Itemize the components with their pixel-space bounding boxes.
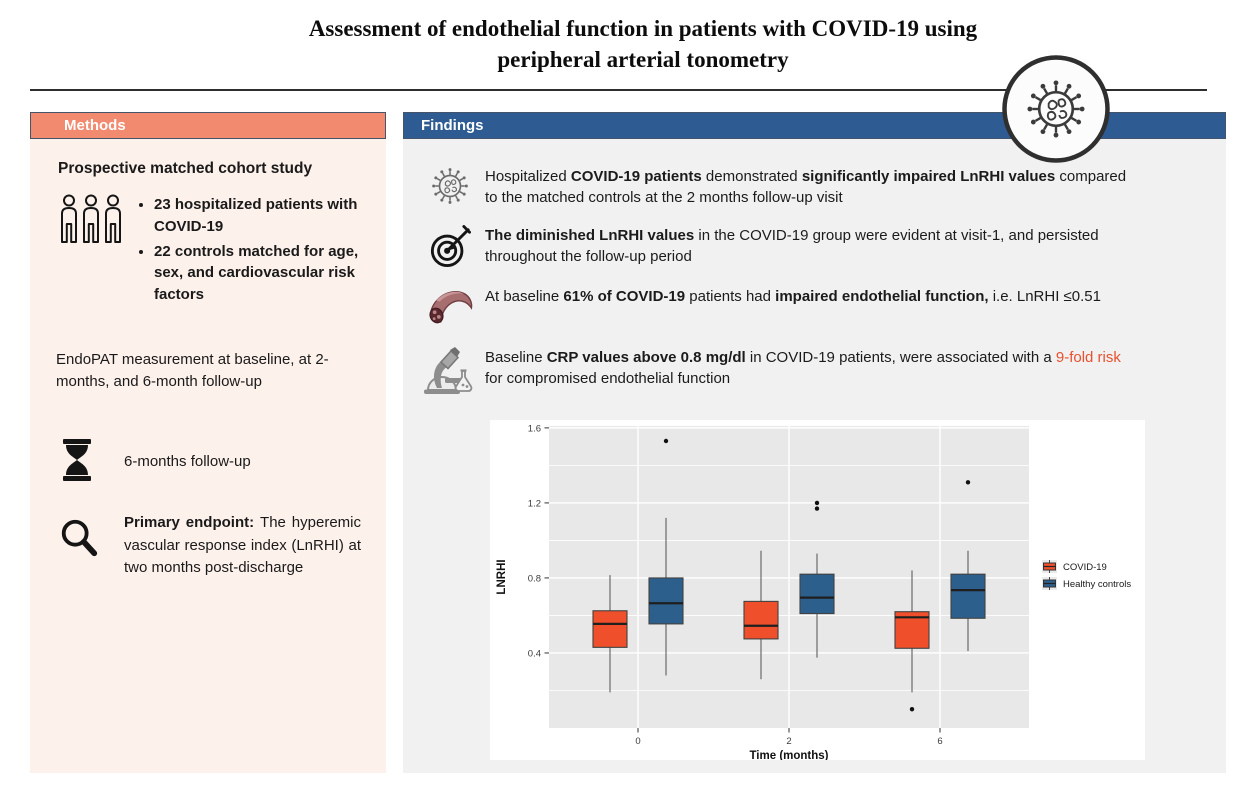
methods-header-label: Methods (64, 117, 126, 134)
text-segment: Baseline (485, 349, 547, 366)
x-tick-label: 2 (786, 736, 792, 747)
legend-label: Healthy controls (1063, 579, 1132, 590)
text-segment: COVID-19 patients (570, 168, 702, 185)
methods-body (30, 139, 386, 773)
text-segment: in COVID-19 patients, were associated with a (745, 349, 1056, 366)
box-covid-2 (744, 601, 778, 639)
text-segment: in the COVID-19 group were evident at visit-1, and persisted throughout the follow-up period (485, 227, 1099, 265)
people-icon (58, 191, 126, 309)
followup-text: 6-months follow-up (124, 453, 251, 471)
x-axis-title: Time (months) (749, 750, 829, 760)
title-line-2: peripheral arterial tonometry (497, 47, 789, 72)
y-tick-label: 0.8 (527, 573, 541, 585)
outlier-point (966, 480, 970, 484)
y-tick-label: 0.4 (527, 648, 541, 660)
finding-text (481, 166, 1131, 208)
boxplot-svg (490, 420, 1145, 760)
target-icon (419, 225, 481, 269)
box-control-0 (649, 578, 683, 624)
methods-header (30, 112, 386, 139)
finding-item-2 (419, 225, 1131, 269)
cohort-bullet-controls: • 22 controls matched for age, sex, and cardiovascular risk factors (154, 241, 362, 306)
text-segment: Hospitalized (485, 168, 571, 185)
text-segment: for compromised endothelial function (485, 370, 731, 387)
findings-header-label: Findings (421, 117, 484, 134)
outlier-point (815, 501, 819, 505)
box-covid-0 (593, 611, 627, 648)
legend-entry (1042, 577, 1131, 590)
text-segment: significantly impaired LnRHI values (801, 168, 1056, 185)
text-segment: patients had (685, 288, 776, 305)
study-design-text: Prospective matched cohort study (58, 160, 313, 177)
text-segment: Primary endpoint: (124, 513, 261, 531)
outlier-point (910, 707, 914, 711)
primary-endpoint-row (56, 512, 362, 580)
finding-item-3 (419, 286, 1131, 330)
box-control-6 (951, 574, 985, 618)
cohort-row (56, 191, 362, 309)
coronavirus-badge-icon (1000, 53, 1112, 165)
finding-item-4 (419, 347, 1131, 397)
cohort-bullet-list (126, 194, 362, 309)
legend-entry (1042, 560, 1107, 573)
findings-list (403, 139, 1226, 397)
text-segment: 61% of COVID-19 (563, 288, 686, 305)
text-segment: demonstrated (701, 168, 802, 185)
search-icon (58, 512, 100, 580)
y-tick-label: 1.6 (527, 423, 541, 435)
outlier-point (664, 439, 668, 443)
endopat-text: EndoPAT measurement at baseline, at 2-months, and 6-month follow-up (56, 350, 329, 391)
blood-vessel-icon (419, 286, 481, 330)
text-segment: i.e. LnRHI ≤0.51 (988, 288, 1101, 305)
hourglass-icon (60, 438, 96, 486)
text-segment: The hyperemic vascular response index (LnRHI) at two months post-discharge (124, 513, 361, 577)
outlier-point (815, 506, 819, 510)
methods-panel (30, 112, 386, 773)
primary-endpoint-text (124, 512, 362, 580)
findings-panel (403, 112, 1226, 773)
x-tick-label: 6 (937, 736, 943, 747)
followup-row (56, 438, 362, 486)
virus-icon (419, 166, 481, 208)
legend-label: COVID-19 (1063, 562, 1107, 573)
text-segment: compared to the matched controls at the 2 months follow-up visit (485, 168, 1127, 206)
findings-body (403, 139, 1226, 773)
text-segment: The diminished LnRHI values (485, 227, 695, 244)
finding-item-1 (419, 166, 1131, 208)
cohort-bullet-patients: • 23 hospitalized patients with COVID-19 (154, 194, 362, 238)
text-segment: CRP values above 0.8 mg/dl (546, 349, 746, 366)
x-tick-label: 0 (635, 736, 641, 747)
finding-text (481, 225, 1131, 269)
microscope-icon (419, 347, 481, 397)
finding-text (481, 286, 1131, 330)
text-segment: 9-fold risk (1055, 349, 1121, 366)
y-tick-label: 1.2 (527, 498, 541, 510)
y-axis-title: LNRHI (496, 559, 508, 595)
lnrhi-boxplot-chart (490, 420, 1145, 760)
boxplot-container (490, 420, 1145, 760)
text-segment: impaired endothelial function, (775, 288, 989, 305)
title-line-1: Assessment of endothelial function in patients with COVID-19 using (308, 16, 978, 41)
box-control-2 (800, 574, 834, 613)
text-segment: At baseline (485, 288, 564, 305)
finding-text (481, 347, 1131, 397)
